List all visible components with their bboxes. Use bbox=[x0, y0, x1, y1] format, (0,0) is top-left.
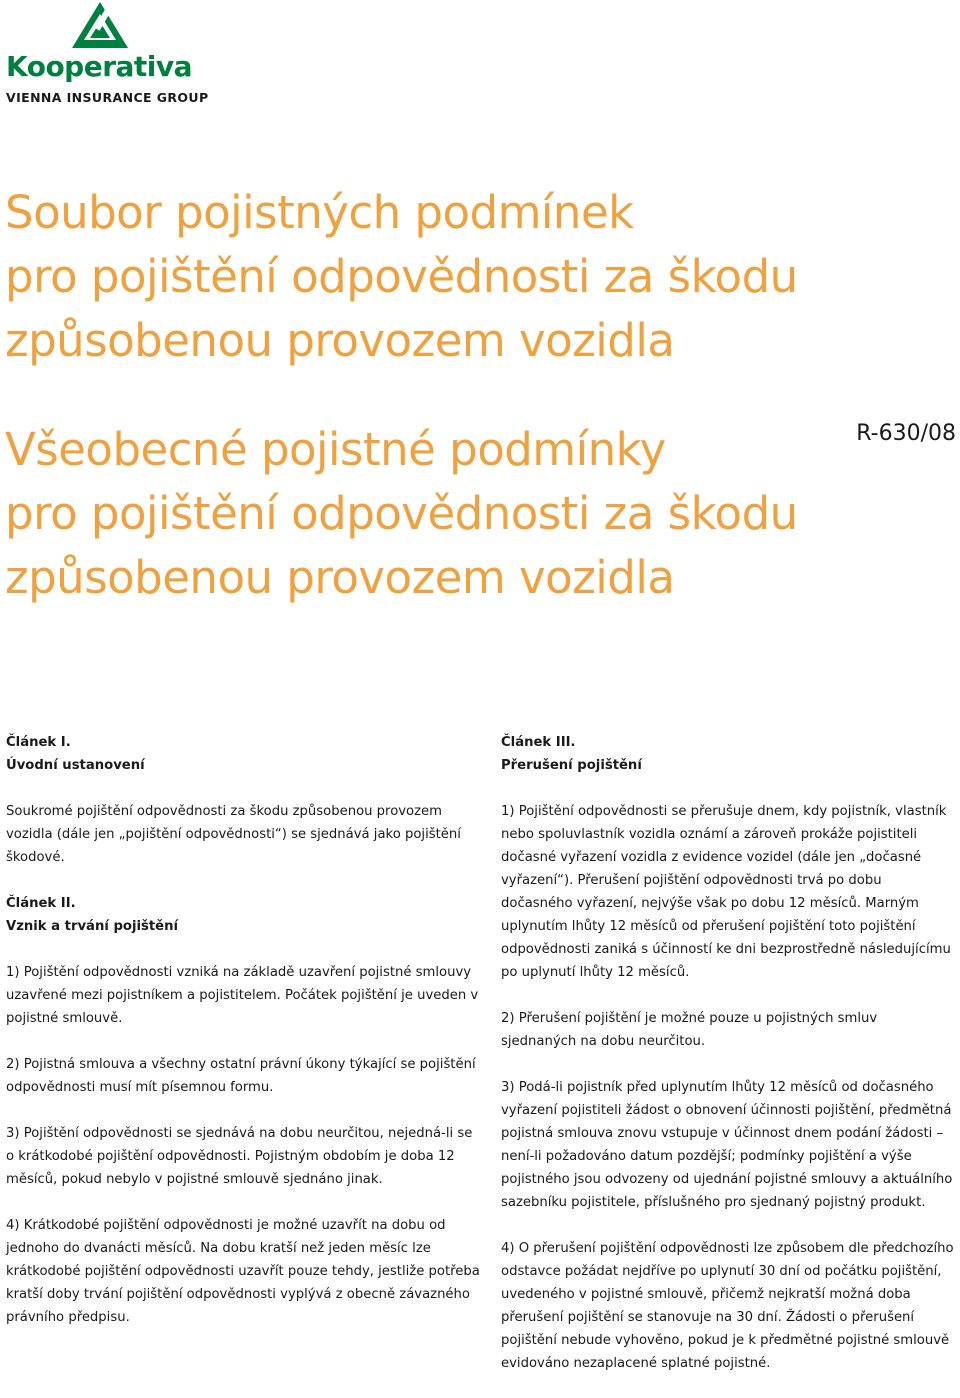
article-2-heading: Vznik a trvání pojištění bbox=[6, 919, 178, 934]
article-2-paragraph-3: 3) Pojištění odpovědnosti se sjednává na dobu neurčitou, nejedná-li se o krátkodobé pojištění odpovědnosti. Pojistným obdobím je doba 12 měsíců, pokud nebylo v pojistné smlouvě sjednáno jinak. bbox=[6, 1126, 473, 1187]
right-column bbox=[501, 731, 955, 1398]
article-1-heading: Úvodní ustanovení bbox=[6, 758, 145, 773]
article-2 bbox=[6, 892, 482, 1329]
article-3-heading: Přerušení pojištění bbox=[501, 758, 642, 773]
document-title-general: Všeobecné pojistné podmínky pro pojištění odpovědnosti za škodu způsobenou provozem vozidla bbox=[5, 423, 798, 604]
article-3-paragraph-4: 4) O přerušení pojištění odpovědnosti lze způsobem dle předchozího odstavce požádat nejdříve po uplynutí 30 dní od počátku pojištění, uvedeného v pojistné smlouvě, přičemž nejkratší možná doba přerušení pojištění se stanovuje na 30 dní. Žádosti o přerušení pojištění nebude vyhověno, pokud je k předmětné pojistné smlouvě evidováno nezaplacené splatné pojistné. bbox=[501, 1241, 954, 1371]
article-1-paragraph: Soukromé pojištění odpovědnosti za škodu způsobenou provozem vozidla (dále jen „pojištění odpovědnosti“) se sjednává jako pojištění škodové. bbox=[6, 804, 461, 865]
article-2-number: Článek II. bbox=[6, 896, 76, 911]
article-3 bbox=[501, 731, 955, 1375]
document-code: R-630/08 bbox=[856, 421, 956, 446]
kooperativa-emblem-icon bbox=[70, 0, 130, 50]
article-3-number: Článek III. bbox=[501, 735, 576, 750]
article-2-paragraph-1: 1) Pojištění odpovědnosti vzniká na základě uzavření pojistné smlouvy uzavřené mezi pojistníkem a pojistitelem. Počátek pojištění je uveden v pojistné smlouvě. bbox=[6, 965, 479, 1026]
kooperativa-logo bbox=[4, 0, 209, 112]
article-3-paragraph-1: 1) Pojištění odpovědnosti se přerušuje dnem, kdy pojistník, vlastník nebo spoluvlastník vozidla oznámí a zároveň prokáže pojistiteli dočasné vyřazení vozidla z evidence vozidel (dále jen „dočasné vyřazení“). Přerušení pojištění odpovědnosti trvá po dobu dočasného vyřazení, nejvýše však po dobu 12 měsíců. Marným uplynutím lhůty 12 měsíců od přerušení pojištění toto pojištění odpovědnosti zaniká s účinností ke dni bezprostředně následujícímu po uplynutí lhůty 12 měsíců. bbox=[501, 804, 951, 980]
logo-wordmark: Kooperativa bbox=[6, 50, 193, 83]
article-3-paragraph-3: 3) Podá-li pojistník před uplynutím lhůty 12 měsíců od dočasného vyřazení pojistiteli žádost o obnovení účinnosti pojištění, předmětná pojistná smlouva znovu vstupuje v účinnost dnem podání žádosti – není-li požadováno datum pozdější; podmínky pojištění a výše pojistného jsou odvozeny od ujednání pojistné smlouvy a aktuálního sazebníku pojistitele, příslušného pro sjednaný pojistný produkt. bbox=[501, 1080, 953, 1210]
article-1-number: Článek I. bbox=[6, 735, 71, 750]
document-title-set: Soubor pojistných podmínek pro pojištění odpovědnosti za škodu způsobenou provozem vozidla bbox=[5, 186, 798, 367]
left-column bbox=[6, 731, 482, 1352]
article-1 bbox=[6, 731, 482, 869]
article-2-paragraph-4: 4) Krátkodobé pojištění odpovědnosti je možné uzavřít na dobu od jednoho do dvanácti měsíců. Na dobu kratší než jeden měsíc lze krátkodobé pojištění odpovědnosti uzavřít pouze tehdy, jestliže potřeba kratší doby trvání pojištění odpovědnosti vyplývá z obecně závazného právního předpisu. bbox=[6, 1218, 480, 1325]
article-2-paragraph-2: 2) Pojistná smlouva a všechny ostatní právní úkony týkající se pojištění odpovědnosti musí mít písemnou formu. bbox=[6, 1057, 476, 1095]
article-3-paragraph-2: 2) Přerušení pojištění je možné pouze u pojistných smluv sjednaných na dobu neurčitou. bbox=[501, 1011, 878, 1049]
logo-group-tagline: VIENNA INSURANCE GROUP bbox=[6, 90, 209, 105]
